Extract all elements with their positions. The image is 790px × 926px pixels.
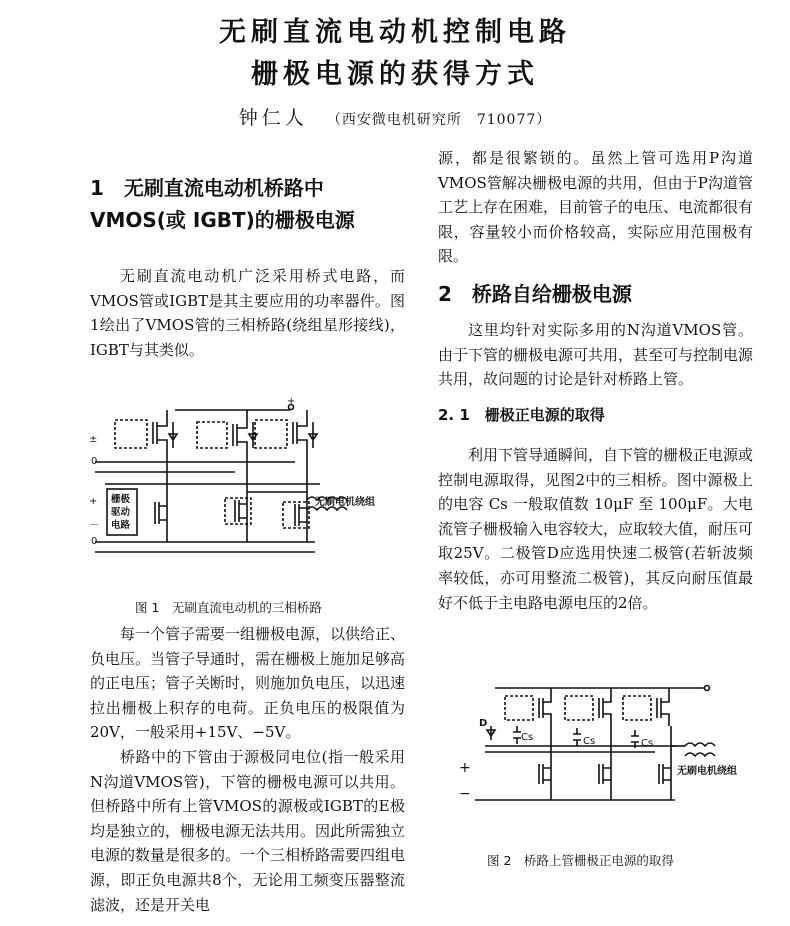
fig1-upper-diode-3 (309, 422, 317, 448)
fig2-label-winding: 无刷电机绕组 (677, 766, 737, 777)
figure1-caption: 图 1 无刷直流电动机的三相桥路 (135, 600, 322, 615)
section2-paragraph1 (438, 318, 753, 392)
fig1-label-plus-left: + (89, 496, 98, 507)
fig2-winding-coil-2 (685, 753, 715, 756)
fig2-label-cs-1: Cs (521, 732, 534, 743)
author-affiliation: （西安微电机研究所 710077） (326, 112, 552, 128)
fig2-winding-coil-1 (685, 743, 715, 746)
fig1-label-gate-driver-3: 电路 (111, 520, 131, 531)
fig1-label-plus: + (287, 396, 296, 407)
author-block (0, 103, 790, 130)
fig1-upper-fet-1 (153, 410, 167, 456)
section1-paragraph2 (90, 622, 405, 917)
fig2-upper-driver-1 (505, 696, 533, 720)
fig1-upper-driver-3 (255, 420, 287, 448)
fig2-cap-cs-2 (573, 728, 581, 746)
fig1-label-winding: 无刷电机绕组 (315, 497, 375, 508)
fig2-upper-driver-3 (623, 696, 651, 720)
fig2-upper-driver-2 (565, 696, 593, 720)
section1-heading-line1: 1 无刷直流电动机桥路中 (90, 176, 324, 200)
section2-paragraph1-text: 这里均针对实际多用的N沟道VMOS管。由于下管的栅极电源可共用，甚至可与控制电源共用，故问题的讨论是针对桥路上管。 (438, 321, 754, 389)
fig2-label-plus: + (459, 760, 471, 776)
author-name: 钟仁人 (238, 107, 308, 129)
figure2-caption: 图 2 桥路上管栅极正电源的取得 (487, 853, 674, 868)
paper-title-line2: 栅极电源的获得方式 (251, 59, 539, 90)
fig2-diode-d (487, 726, 495, 740)
fig1-lower-fet-3 (295, 504, 307, 526)
fig2-upper-fet-2 (599, 688, 611, 726)
fig1-label-zero-1: 0 (91, 456, 98, 467)
section1-paragraph2-text: 每一个管子需要一组栅极电源，以供给正、负电压。当管子导通时，需在栅极上施加足够高的正电压；管子关断时，则施加负电压，以迅速拉出栅极上积存的电荷。正负电压的极限值为20V，一般采用+15V、−5V。 (90, 625, 406, 742)
fig1-upper-fet-2 (233, 410, 247, 456)
figure2-circuit (455, 680, 755, 820)
fig2-upper-fet-3 (657, 688, 669, 726)
section1-paragraph1 (90, 264, 405, 362)
fig2-lower-fet-2 (599, 764, 611, 784)
figure1-circuit (85, 392, 410, 562)
fig2-lower-fet-3 (659, 764, 671, 784)
fig2-upper-fet-1 (539, 688, 551, 726)
fig2-label-cs-2: Cs (583, 736, 596, 747)
fig1-label-pm: ± (89, 434, 98, 445)
fig2-cap-cs-1 (513, 726, 521, 744)
fig2-label-d: D (479, 718, 488, 729)
fig1-label-zero-2: 0 (91, 536, 98, 547)
section21-paragraph1 (438, 443, 753, 615)
fig1-label-gate-driver-1: 栅极 (111, 494, 131, 505)
section1-paragraph1-text: 无刷直流电动机广泛采用桥式电路，而VMOS管或IGBT是其主要应用的功率器件。图1绘出了VMOS管的三相桥路(绕组星形接线)，IGBT与其类似。 (90, 267, 405, 359)
fig1-upper-fet-3 (293, 410, 307, 456)
fig1-lower-fet-2 (235, 500, 247, 522)
fig2-label-minus: − (459, 786, 471, 802)
section2-heading: 2 桥路自给栅极电源 (438, 282, 632, 306)
section1-heading-line2: VMOS(或 IGBT)的栅极电源 (90, 208, 355, 232)
right-paragraph0-text: 源，都是很繁锁的。虽然上管可选用P沟道VMOS管解决栅极电源的共用，但由于P沟道管工艺上存在困难，目前管子的电压、电流都很有限，容量较小而价格较高，实际应用范围极有限。 (438, 149, 754, 266)
fig1-label-gate-driver-2: 驱动 (111, 507, 131, 518)
fig1-upper-driver-1 (115, 420, 147, 448)
paper-title-line1: 无刷直流电动机控制电路 (219, 17, 571, 48)
right-column-continuation (438, 146, 753, 269)
fig2-label-cs-3: Cs (641, 738, 654, 749)
fig1-lower-fet-1 (155, 502, 167, 524)
section21-heading: 2. 1 栅极正电源的取得 (438, 406, 605, 424)
fig1-upper-driver-2 (197, 422, 227, 448)
fig2-lower-fet-1 (539, 764, 551, 784)
section1-paragraph3-text: 桥路中的下管由于源极同电位(指一般采用N沟道VMOS管)，下管的栅极电源可以共用。但桥路中所有上管VMOS的源极或IGBT的E极均是独立的，栅极电源无法共用。因此所需独立电源的数量是很多的。一个三相桥路需要四组电源，即正负电源共8个，无论用工频变压器整流滤波，还是开关电 (90, 747, 406, 914)
fig1-label-minus: － (89, 520, 99, 531)
section21-paragraph1-text: 利用下管导通瞬间，自下管的栅极正电源或控制电源取得，见图2中的三相桥。图中源极上的电容 Cs 一般取值数 10μF 至 100μF。大电流管子栅极输入电容较大，应取较大值，耐压可取25V。二极管D应选用快速二极管(若斩波频率较低，亦可用整流二极管)，其反向耐压值最好不低于主电路电源电压的2倍。 (438, 446, 754, 612)
fig1-upper-diode-1 (169, 422, 177, 448)
section1-heading (90, 172, 410, 236)
